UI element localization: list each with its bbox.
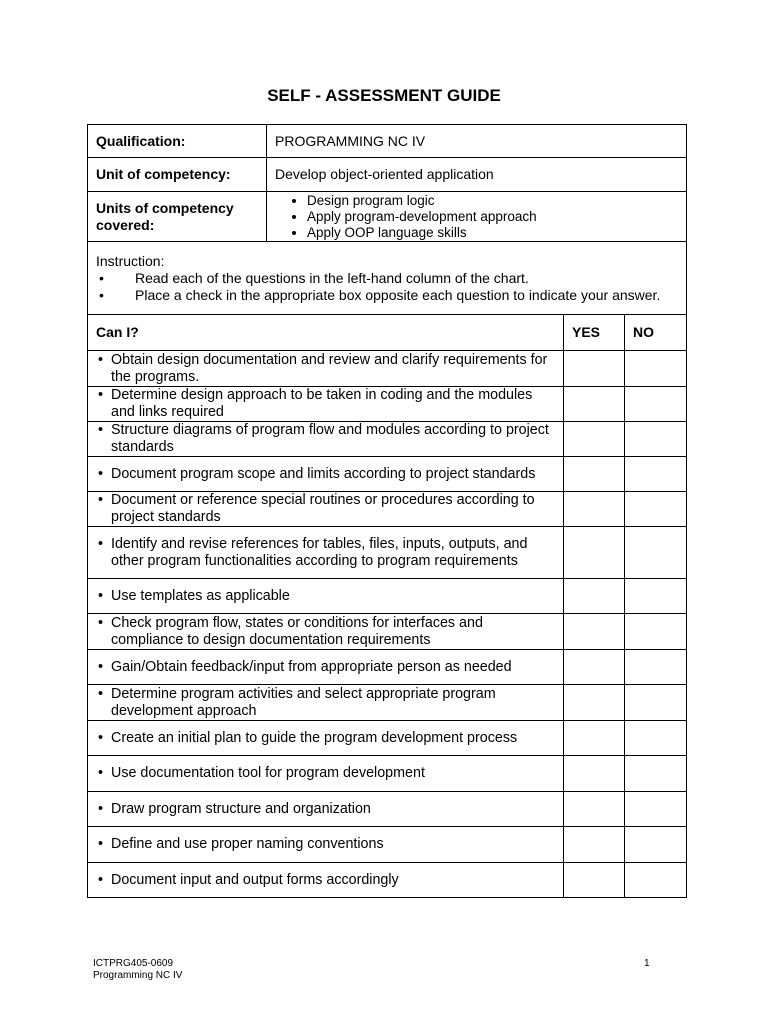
question-cell (88, 614, 564, 650)
question-text: • Use documentation tool for program development (96, 765, 555, 782)
yes-checkbox-cell[interactable] (564, 351, 625, 387)
table-row (88, 863, 687, 898)
table-row (88, 827, 687, 863)
question-text: • Create an initial plan to guide the program development process (96, 730, 555, 747)
no-checkbox-cell[interactable] (625, 756, 687, 792)
no-checkbox-cell[interactable] (625, 685, 687, 721)
yes-checkbox-cell[interactable] (564, 387, 625, 422)
qualification-value: PROGRAMMING NC IV (267, 125, 687, 158)
no-checkbox-cell[interactable] (625, 863, 687, 898)
footer-code: ICTPRG405-0609 (93, 958, 174, 969)
yes-checkbox-cell[interactable] (564, 685, 625, 721)
yes-checkbox-cell[interactable] (564, 756, 625, 792)
table-row (88, 527, 687, 579)
question-cell (88, 863, 564, 898)
question-text: • Gain/Obtain feedback/input from appropriate person as needed (96, 659, 555, 676)
footer-course: Programming NC IV (93, 970, 183, 981)
question-cell (88, 792, 564, 827)
yes-checkbox-cell[interactable] (564, 721, 625, 756)
table-row (88, 792, 687, 827)
question-cell (88, 685, 564, 721)
no-checkbox-cell[interactable] (625, 527, 687, 579)
table-row (88, 756, 687, 792)
table-row (88, 579, 687, 614)
column-header-row (88, 315, 687, 351)
question-cell (88, 527, 564, 579)
question-text: • Document program scope and limits according to project standards (96, 466, 555, 483)
unit-label: Unit of competency: (88, 158, 267, 192)
instruction-list (96, 270, 678, 304)
table-row (88, 492, 687, 527)
instruction-cell (88, 242, 687, 315)
yes-checkbox-cell[interactable] (564, 579, 625, 614)
no-header: NO (625, 315, 687, 351)
question-text: • Identify and revise references for tables, files, inputs, outputs, and other program functionalities according to program requirements (96, 536, 555, 570)
question-cell (88, 756, 564, 792)
table-row (88, 422, 687, 457)
table-row (88, 387, 687, 422)
units-covered-row (88, 192, 687, 242)
question-text: • Determine design approach to be taken in coding and the modules and links required (96, 387, 555, 421)
yes-checkbox-cell[interactable] (564, 457, 625, 492)
table-row (88, 614, 687, 650)
no-checkbox-cell[interactable] (625, 721, 687, 756)
units-covered-cell (267, 192, 687, 242)
no-checkbox-cell[interactable] (625, 650, 687, 685)
no-checkbox-cell[interactable] (625, 614, 687, 650)
assessment-table (87, 124, 687, 898)
question-cell (88, 579, 564, 614)
question-cell (88, 457, 564, 492)
instruction-heading: Instruction: (96, 252, 165, 269)
question-text: • Structure diagrams of program flow and modules according to project standards (96, 422, 555, 456)
question-text: • Use templates as applicable (96, 588, 555, 605)
question-text: • Document input and output forms accordingly (96, 872, 555, 889)
footer (93, 958, 182, 982)
question-text: • Document or reference special routines or procedures according to project standards (96, 492, 555, 526)
question-text: • Obtain design documentation and review and clarify requirements for the programs. (96, 352, 555, 386)
no-checkbox-cell[interactable] (625, 792, 687, 827)
yes-checkbox-cell[interactable] (564, 527, 625, 579)
no-checkbox-cell[interactable] (625, 351, 687, 387)
no-checkbox-cell[interactable] (625, 387, 687, 422)
question-cell (88, 650, 564, 685)
question-cell (88, 351, 564, 387)
unit-covered-item: • Apply OOP language skills (307, 225, 678, 241)
unit-covered-item: • Apply program-development approach (307, 209, 678, 225)
question-cell (88, 492, 564, 527)
no-checkbox-cell[interactable] (625, 492, 687, 527)
units-covered-list (275, 193, 678, 241)
instruction-item: • Read each of the questions in the left-hand column of the chart. (96, 270, 678, 287)
instruction-row (88, 242, 687, 315)
table-row (88, 685, 687, 721)
yes-checkbox-cell[interactable] (564, 792, 625, 827)
table-row (88, 457, 687, 492)
question-text: • Draw program structure and organization (96, 801, 555, 818)
instruction-item: • Place a check in the appropriate box opposite each question to indicate your answer. (96, 287, 678, 304)
yes-checkbox-cell[interactable] (564, 863, 625, 898)
table-row (88, 351, 687, 387)
unit-row (88, 158, 687, 192)
yes-checkbox-cell[interactable] (564, 827, 625, 863)
question-text: • Define and use proper naming conventions (96, 836, 555, 853)
no-checkbox-cell[interactable] (625, 422, 687, 457)
question-text: • Check program flow, states or conditions for interfaces and compliance to design documentation requirements (96, 615, 555, 649)
question-cell (88, 387, 564, 422)
yes-checkbox-cell[interactable] (564, 422, 625, 457)
table-row (88, 650, 687, 685)
question-cell (88, 721, 564, 756)
qualification-label: Qualification: (88, 125, 267, 158)
question-cell (88, 422, 564, 457)
no-checkbox-cell[interactable] (625, 457, 687, 492)
yes-header: YES (564, 315, 625, 351)
units-covered-label: Units of competency covered: (88, 192, 267, 242)
table-row (88, 721, 687, 756)
question-text: • Determine program activities and select appropriate program development approach (96, 686, 555, 720)
unit-value: Develop object-oriented application (267, 158, 687, 192)
page-number: 1 (644, 958, 650, 969)
unit-covered-item: • Design program logic (307, 193, 678, 209)
page-title: SELF - ASSESSMENT GUIDE (267, 86, 501, 105)
qualification-row (88, 125, 687, 158)
can-i-header: Can I? (88, 315, 564, 351)
no-checkbox-cell[interactable] (625, 827, 687, 863)
question-cell (88, 827, 564, 863)
yes-checkbox-cell[interactable] (564, 492, 625, 527)
no-checkbox-cell[interactable] (625, 579, 687, 614)
yes-checkbox-cell[interactable] (564, 614, 625, 650)
yes-checkbox-cell[interactable] (564, 650, 625, 685)
